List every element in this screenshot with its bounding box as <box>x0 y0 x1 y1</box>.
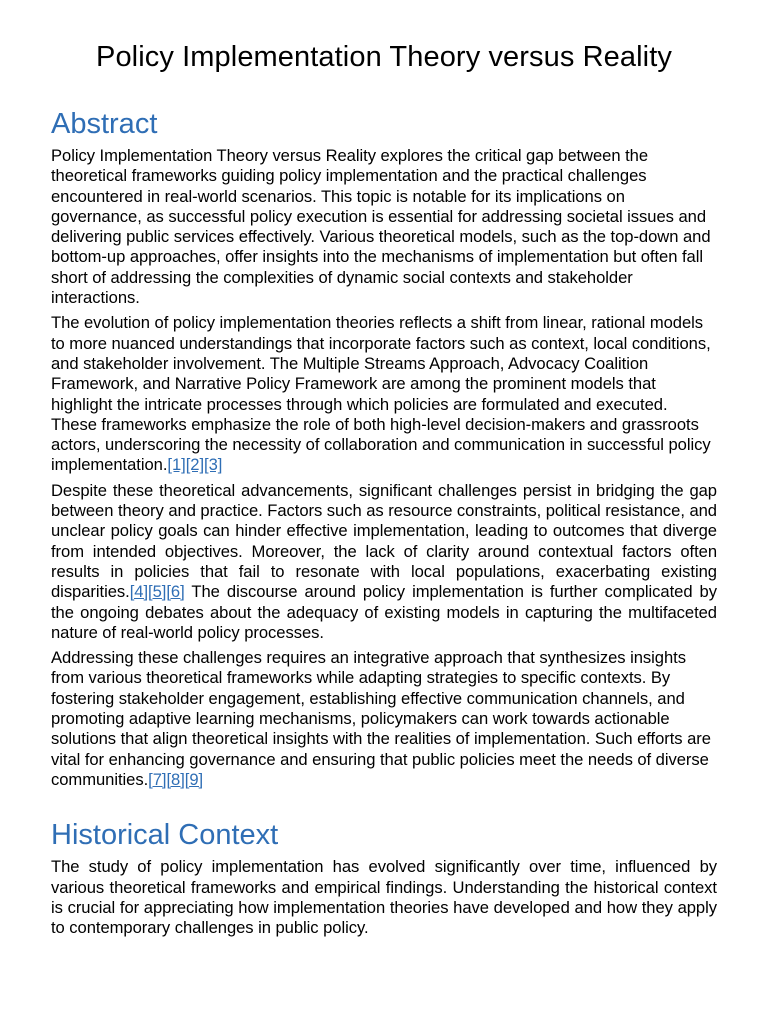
citation-link-7[interactable]: [7] <box>148 769 167 789</box>
citation-link-4[interactable]: [4] <box>129 582 149 602</box>
citation-link-9[interactable]: [9] <box>184 769 204 789</box>
citation-link-2[interactable]: [2] <box>185 455 205 475</box>
paragraph-text: Addressing these challenges requires an integrative approach that synthesizes insights from various theoretical frameworks while adapting strategies to specific contexts. By fostering stakeholder engagement, establishing effective communication channels, and promoting adaptive learning mechanisms, policymakers can work towards actionable solutions that align theoretical insights with the realities of implementation. Such efforts are vital for enhancing governance and ensuring that public policies meet the needs of diverse communities. <box>51 648 711 789</box>
citation-link-1[interactable]: [1] <box>167 455 186 475</box>
section-heading-abstract: Abstract <box>51 108 158 140</box>
paragraph-text: Despite these theoretical advancements, significant challenges persist in bridging the gap between theory and practice. Factors such as resource constraints, political resistance, and unclear policy goals can hinder effective implementation, leading to outcomes that diverge from intended objectives. Moreover, the lack of clarity around contextual factors often results in policies that fail to resonate with local populations, exacerbating existing disparities. <box>51 480 717 602</box>
citation-link-6[interactable]: [6] <box>166 582 185 602</box>
citation-link-5[interactable]: [5] <box>148 582 167 602</box>
paragraph-text: The study of policy implementation has evolved significantly over time, influenced by various theoretical frameworks and empirical findings. Understanding the historical context is crucial for appreciating how implementation theories have developed and how they apply to contemporary challenges in public policy. <box>51 857 717 938</box>
citation-link-8[interactable]: [8] <box>166 769 185 789</box>
document-title: Policy Implementation Theory versus Reality <box>96 41 672 73</box>
abstract-paragraph-1 <box>51 146 717 308</box>
abstract-paragraph-2 <box>51 313 717 475</box>
section-heading-historical-context: Historical Context <box>51 819 279 852</box>
document-page <box>51 0 717 943</box>
paragraph-text: The discourse around policy implementation is further complicated by the ongoing debates about the adequacy of existing models in capturing the multifaceted nature of real-world policy processes. <box>51 582 717 642</box>
citation-link-3[interactable]: [3] <box>204 455 223 475</box>
paragraph-text: Policy Implementation Theory versus Reality explores the critical gap between the theoretical frameworks guiding policy implementation and the practical challenges encountered in real-world scenarios. This topic is notable for its implications on governance, as successful policy execution is essential for addressing societal issues and delivering public services effectively. Various theoretical models, such as the top-down and bottom-up approaches, offer insights into the mechanisms of implementation but often fall short of addressing the complexities of dynamic social contexts and stakeholder interactions. <box>51 146 711 308</box>
paragraph-text: The evolution of policy implementation theories reflects a shift from linear, rational models to more nuanced understandings that incorporate factors such as context, local conditions, and stakeholder involvement. The Multiple Streams Approach, Advocacy Coalition Framework, and Narrative Policy Framework are among the prominent models that highlight the intricate processes through which policies are formulated and executed. These frameworks emphasize the role of both high-level decision-makers and grassroots actors, underscoring the necessity of collaboration and communication in successful policy implementation. <box>51 313 711 475</box>
abstract-paragraph-4 <box>51 648 717 790</box>
historical-context-paragraph-1 <box>51 857 717 938</box>
abstract-paragraph-3 <box>51 481 717 643</box>
